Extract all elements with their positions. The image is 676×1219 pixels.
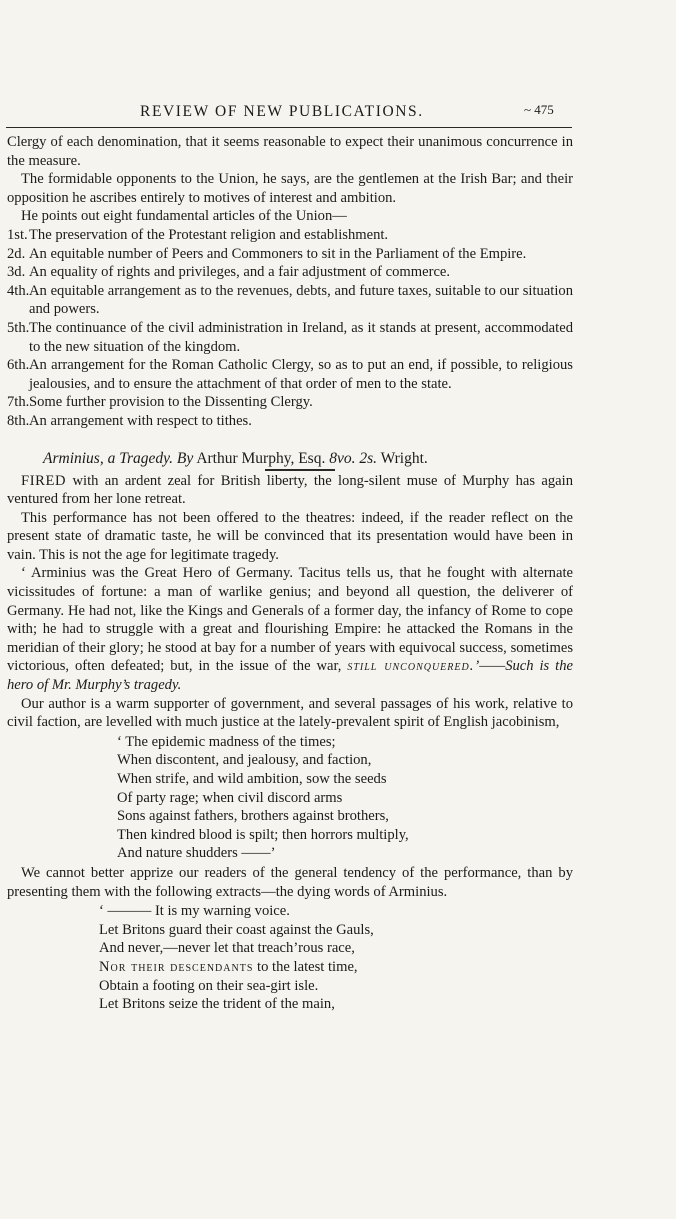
verse-line: ‘ The epidemic madness of the times; xyxy=(117,733,336,750)
running-title: REVIEW OF NEW PUBLICATIONS. xyxy=(140,103,424,120)
review-publisher: Wright. xyxy=(380,449,428,467)
paragraph: Clergy of each denomination, that it seems reasonable to expect their unanimous concurrence in the measure. xyxy=(7,134,573,169)
page-body xyxy=(7,133,573,1015)
verse-line: When strife, and wild ambition, sow the seeds xyxy=(117,771,387,787)
verse-line: And nature shudders ——’ xyxy=(117,845,276,862)
verse-line: Then kindred blood is spilt; then horrors multiply, xyxy=(117,826,409,843)
article-item xyxy=(7,319,573,356)
article-text: An equitable arrangement as to the revenues, debts, and future taxes, suitable to our situation and powers. xyxy=(29,282,573,318)
paragraph xyxy=(7,472,573,509)
article-number: 2d. xyxy=(7,245,26,262)
verse-quote-2 xyxy=(7,902,573,1014)
verse-line xyxy=(7,958,573,977)
article-text: An arrangement for the Roman Catholic Clergy, so as to put an end, if possible, to religious jealousies, and to ensure the attachment of that order of men to the state. xyxy=(29,357,573,392)
verse-line: Sons against fathers, brothers against brothers, xyxy=(117,808,389,825)
article-item xyxy=(7,356,573,393)
paragraph-text: ‘ Arminius was the Great Hero of Germany. Tacitus tells us, that he fought with alternate vicissitudes of fortune: a man of warlike genius; and beyond all question, the deliverer of Germany. He had not, like the Kings and Generals of a former day, the infancy of Rome to cope with; he had to struggle with a great and flourishing Empire: he attacked the Romans in the meridian of their glory; he stood at bay for a number of years with equivocal success, sometimes victorious, often defeated; but, in the issue of the war, xyxy=(7,565,573,675)
review-author: Arthur Murphy, Esq. xyxy=(196,449,326,467)
article-text: Some further provision to the Dissenting Clergy. xyxy=(29,394,313,411)
verse-line: Obtain a footing on their sea-girt isle. xyxy=(99,977,319,994)
article-number: 4th. xyxy=(7,282,30,299)
article-item xyxy=(7,226,573,245)
article-text: An equitable number of Peers and Commoners to sit in the Parliament of the Empire. xyxy=(29,245,527,262)
review-format: 8vo. 2s. xyxy=(329,449,377,467)
review-by: By xyxy=(176,449,194,467)
verse-quote-1 xyxy=(7,733,573,863)
article-item xyxy=(7,282,573,319)
verse-line: And never,—never let that treach’rous race, xyxy=(99,940,355,957)
article-number: 8th. xyxy=(7,412,30,429)
article-number: 6th. xyxy=(7,357,30,374)
verse-line: Of party rage; when civil discord arms xyxy=(117,789,343,806)
paragraph: Our author is a warm supporter of government, and several passages of his work, relative to civil faction, are levelled with much justice at the lately-prevalent spirit of English jacobinism, xyxy=(7,695,573,731)
paragraph-text: with an ardent zeal for British liberty, the long-silent muse of Murphy has again ventured from her lone retreat. xyxy=(7,472,573,508)
paragraph-text: ’——Such is the hero of Mr. Murphy’s tragedy. xyxy=(7,658,573,694)
paragraph: This performance has not been offered to the theatres: indeed, if the reader reflect on the present state of dramatic taste, he will be convinced that its presentation would have been in vain. This is not the age for legitimate tragedy. xyxy=(7,509,573,563)
article-text: An equality of rights and privileges, and a fair adjustment of commerce. xyxy=(29,264,451,281)
opening-word: FIRED xyxy=(21,472,67,489)
review-heading xyxy=(7,449,573,469)
article-item xyxy=(7,393,573,412)
article-text: The preservation of the Protestant religion and establishment. xyxy=(29,226,389,243)
article-item xyxy=(7,245,573,264)
verse-text: to the latest time, xyxy=(253,958,358,975)
verse-line: ‘ ——— It is my warning voice. xyxy=(99,903,290,920)
verse-line: Let Britons seize the trident of the main, xyxy=(99,996,335,1013)
article-number: 3d. xyxy=(7,264,26,281)
verse-line: When discontent, and jealousy, and faction, xyxy=(117,752,372,769)
paragraph: We cannot better apprize our readers of the general tendency of the performance, than by presenting them with the following extracts—the dying words of Arminius. xyxy=(7,864,573,900)
paragraph: The formidable opponents to the Union, he says, are the gentlemen at the Irish Bar; and their opposition he ascribes entirely to motives of interest and ambition. xyxy=(7,171,573,206)
header-rule xyxy=(6,127,572,128)
page-number: ~ 475 xyxy=(524,102,554,117)
article-number: 5th. xyxy=(7,319,30,336)
article-item xyxy=(7,263,573,282)
article-item xyxy=(7,412,573,431)
quoted-paragraph xyxy=(7,564,573,694)
article-number: 7th. xyxy=(7,394,30,411)
article-text: An arrangement with respect to tithes. xyxy=(29,412,252,429)
verse-line: Let Britons guard their coast against the Gauls, xyxy=(99,921,374,938)
article-number: 1st. xyxy=(7,226,28,243)
emphasis-caps: Nor their descendants xyxy=(99,958,254,975)
emphasis-caps: still unconquered. xyxy=(347,658,475,675)
paragraph: He points out eight fundamental articles of the Union— xyxy=(21,208,347,225)
review-title: Arminius, a Tragedy. xyxy=(43,449,174,467)
title-rule xyxy=(265,469,335,471)
article-text: The continuance of the civil administration in Ireland, as it stands at present, accommodated to the new situation of the kingdom. xyxy=(29,319,573,355)
